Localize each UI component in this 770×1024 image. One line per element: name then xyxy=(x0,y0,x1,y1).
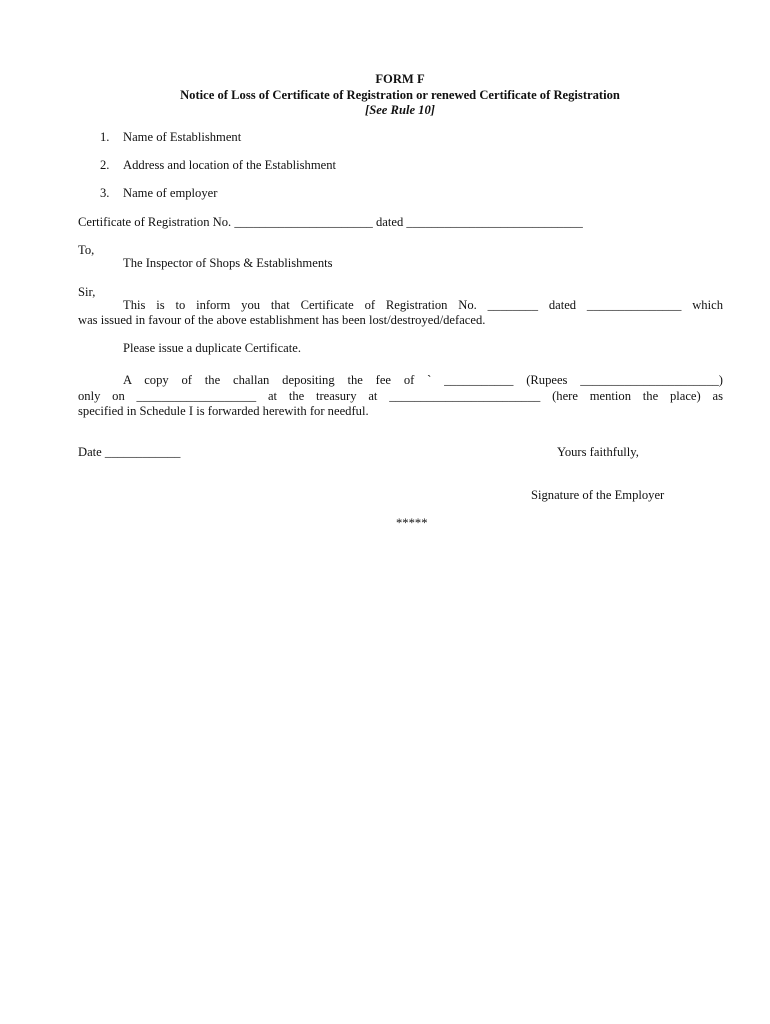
field-establishment-address: Address and location of the Establishment xyxy=(123,158,336,172)
employer-signature-label: Signature of the Employer xyxy=(531,488,665,502)
field-establishment-name: Name of Establishment xyxy=(123,130,242,144)
paragraph-3-line-2: only on ___________________ at the treasury at ________________________ (here mention the place) as xyxy=(78,389,723,403)
addressee-to: To, xyxy=(78,243,95,257)
paragraph-1-line-2: was issued in favour of the above establishment has been lost/destroyed/defaced. xyxy=(78,313,486,327)
paragraph-3-line-3: specified in Schedule I is forwarded herewith for needful. xyxy=(78,404,369,418)
closing-yours-faithfully: Yours faithfully, xyxy=(557,445,639,459)
paragraph-3-line-1: A copy of the challan depositing the fee of ` ___________ (Rupees ______________________) xyxy=(123,373,723,387)
salutation: Sir, xyxy=(78,285,96,299)
field-employer-name: Name of employer xyxy=(123,186,218,200)
date-line: Date ____________ xyxy=(78,445,181,459)
form-title: FORM F xyxy=(375,72,425,86)
paragraph-1-line-1: This is to inform you that Certificate of Registration No. ________ dated _______________ which xyxy=(123,298,723,312)
form-subtitle: Notice of Loss of Certificate of Registration or renewed Certificate of Registration xyxy=(180,88,620,102)
field-number-2: 2. xyxy=(100,158,110,172)
end-mark: ***** xyxy=(396,516,428,530)
field-number-1: 1. xyxy=(100,130,110,144)
field-number-3: 3. xyxy=(100,186,110,200)
paragraph-2: Please issue a duplicate Certificate. xyxy=(123,341,301,355)
addressee-name: The Inspector of Shops & Establishments xyxy=(123,256,333,270)
rule-reference: [See Rule 10] xyxy=(365,103,435,117)
certificate-registration-line: Certificate of Registration No. ______________________ dated ____________________________ xyxy=(78,215,583,229)
